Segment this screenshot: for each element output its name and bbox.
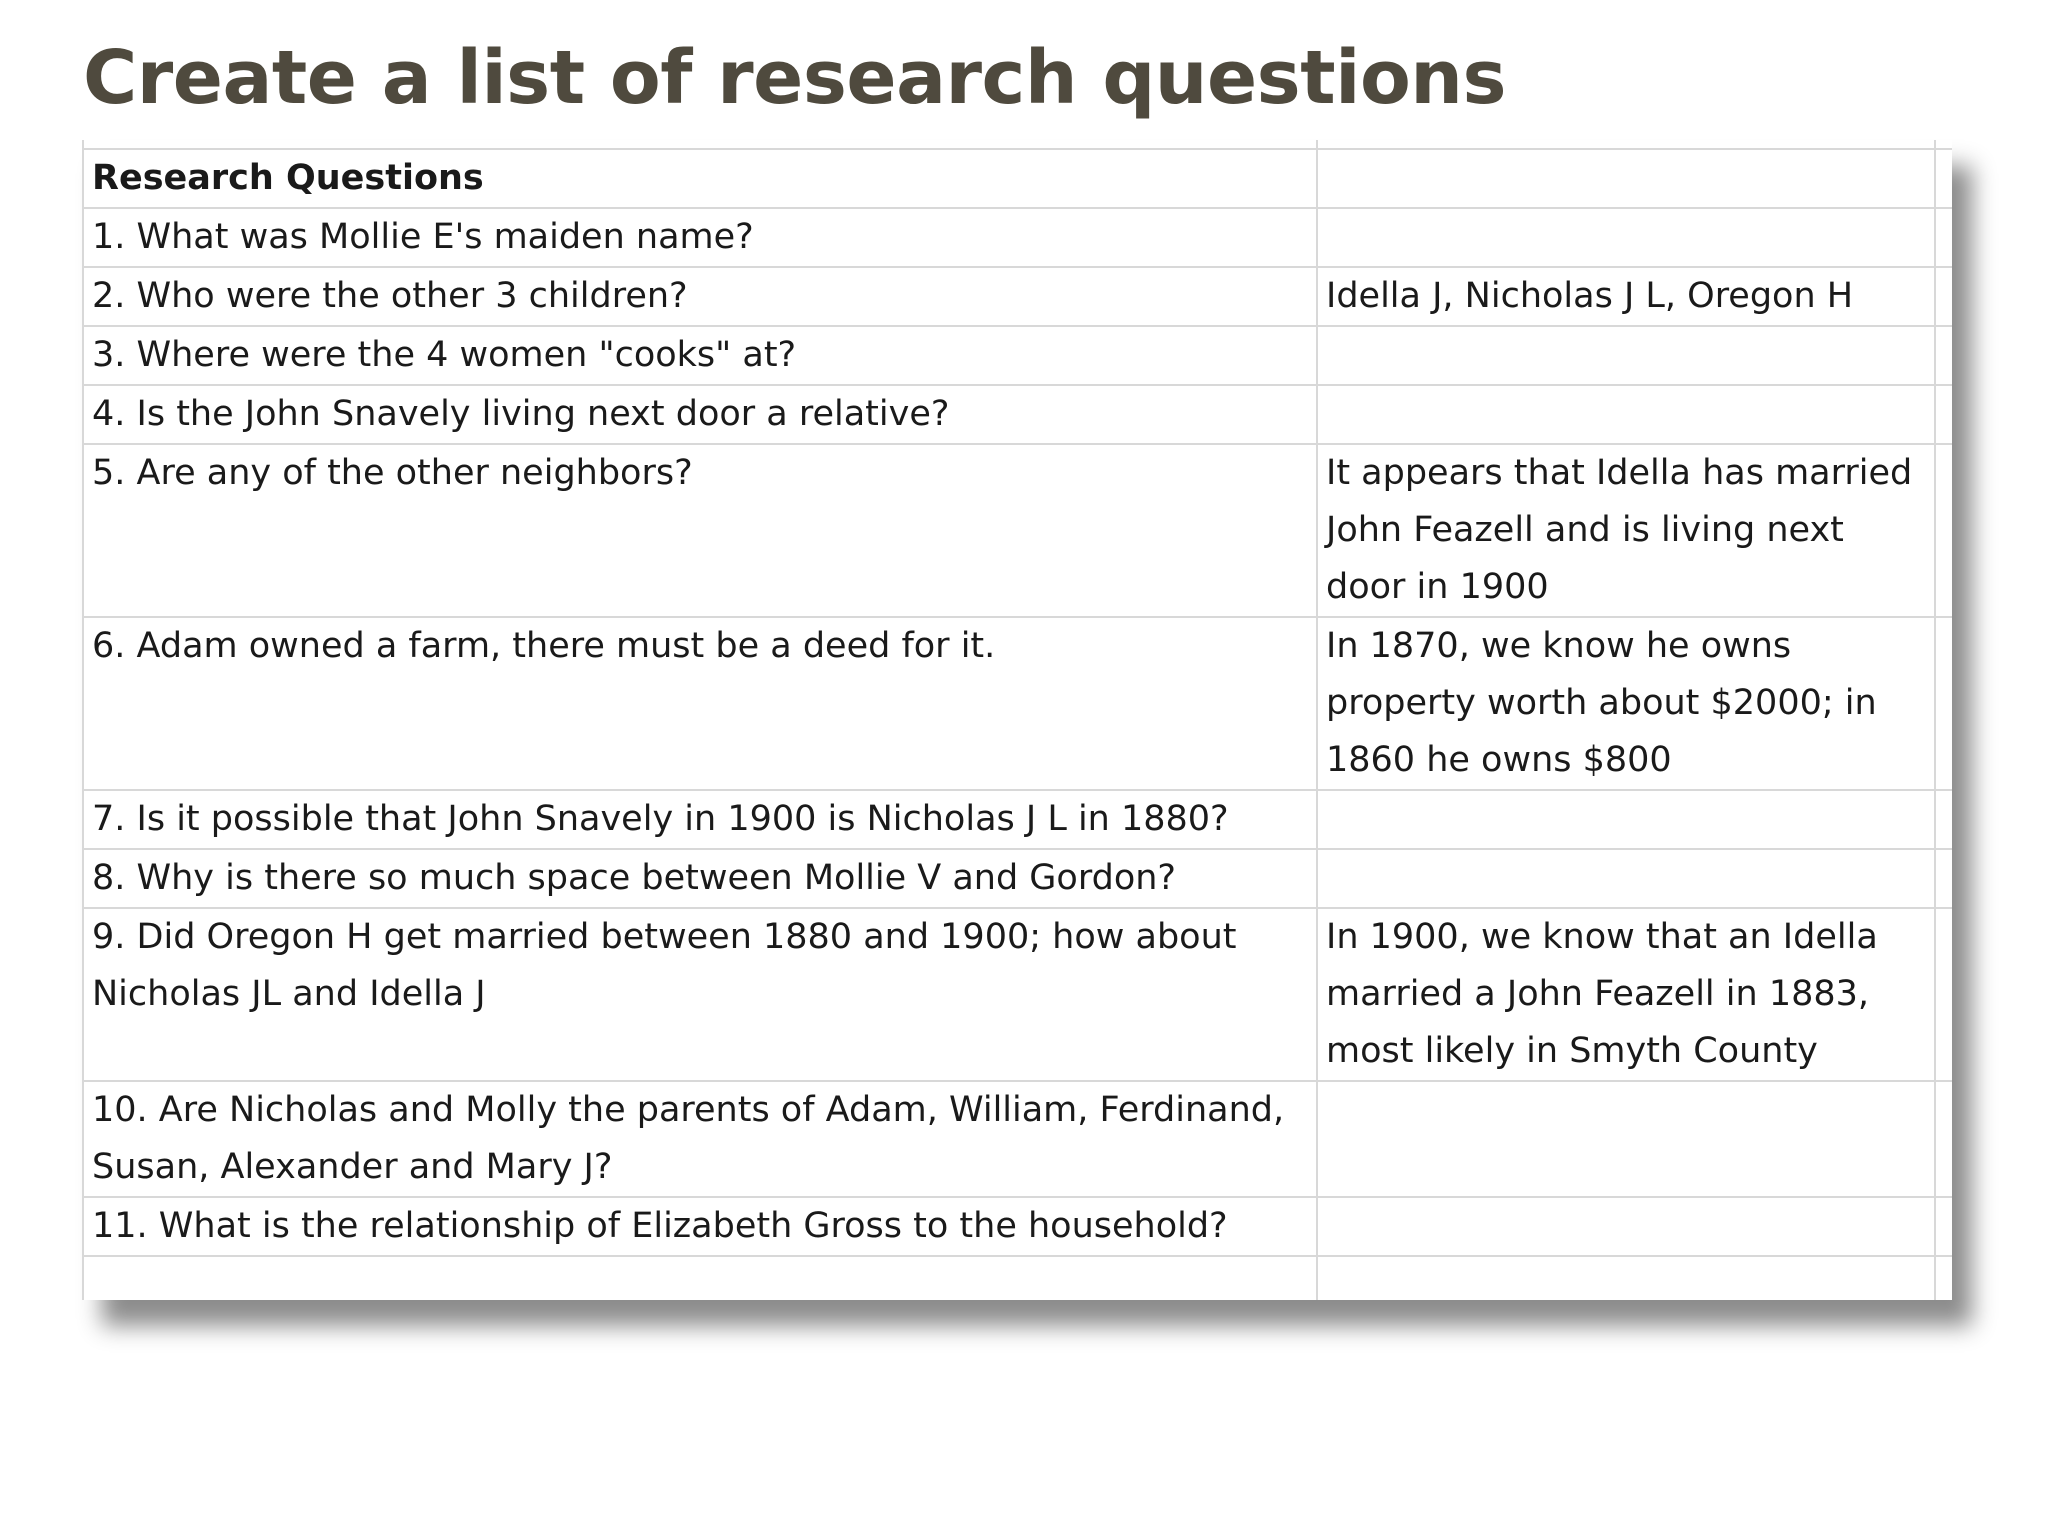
question-cell: 10. Are Nicholas and Molly the parents of Adam, William, Ferdinand, Susan, Alexander and Mary J? (83, 1081, 1317, 1197)
table-row (83, 617, 1952, 790)
answer-cell: Idella J, Nicholas J L, Oregon H (1317, 267, 1935, 326)
header-cell: Research Questions (83, 149, 1317, 208)
answer-cell (1317, 1081, 1935, 1197)
table-row (83, 208, 1952, 267)
research-questions-table (82, 140, 1952, 1300)
table-row (83, 849, 1952, 908)
question-cell: 11. What is the relationship of Elizabeth Gross to the household? (83, 1197, 1317, 1256)
question-cell: 1. What was Mollie E's maiden name? (83, 208, 1317, 267)
question-cell: 5. Are any of the other neighbors? (83, 444, 1317, 617)
table-row (83, 385, 1952, 444)
table-header-row (83, 149, 1952, 208)
table-row (83, 267, 1952, 326)
answer-cell: In 1870, we know he owns property worth about $2000; in 1860 he owns $800 (1317, 617, 1935, 790)
spreadsheet-image (82, 140, 1952, 1300)
table-top-edge (83, 140, 1952, 149)
table-row (83, 790, 1952, 849)
question-cell: 6. Adam owned a farm, there must be a deed for it. (83, 617, 1317, 790)
slide-title: Create a list of research questions (83, 35, 1507, 121)
question-cell: 8. Why is there so much space between Mollie V and Gordon? (83, 849, 1317, 908)
answer-cell (1317, 790, 1935, 849)
table-row (83, 326, 1952, 385)
answer-cell: It appears that Idella has married John Feazell and is living next door in 1900 (1317, 444, 1935, 617)
question-cell: 9. Did Oregon H get married between 1880 and 1900; how about Nicholas JL and Idella J (83, 908, 1317, 1081)
table-row (83, 908, 1952, 1081)
answer-cell (1317, 1197, 1935, 1256)
question-cell: 3. Where were the 4 women "cooks" at? (83, 326, 1317, 385)
answer-cell (1317, 326, 1935, 385)
question-cell: 4. Is the John Snavely living next door a relative? (83, 385, 1317, 444)
empty-row (83, 1256, 1952, 1300)
answer-cell (1317, 385, 1935, 444)
answer-cell (1317, 208, 1935, 267)
table-row (83, 1081, 1952, 1197)
answer-cell (1317, 149, 1935, 208)
answer-cell (1317, 849, 1935, 908)
question-cell: 7. Is it possible that John Snavely in 1900 is Nicholas J L in 1880? (83, 790, 1317, 849)
answer-cell: In 1900, we know that an Idella married a John Feazell in 1883, most likely in Smyth County (1317, 908, 1935, 1081)
question-cell: 2. Who were the other 3 children? (83, 267, 1317, 326)
table-row (83, 444, 1952, 617)
table-row (83, 1197, 1952, 1256)
